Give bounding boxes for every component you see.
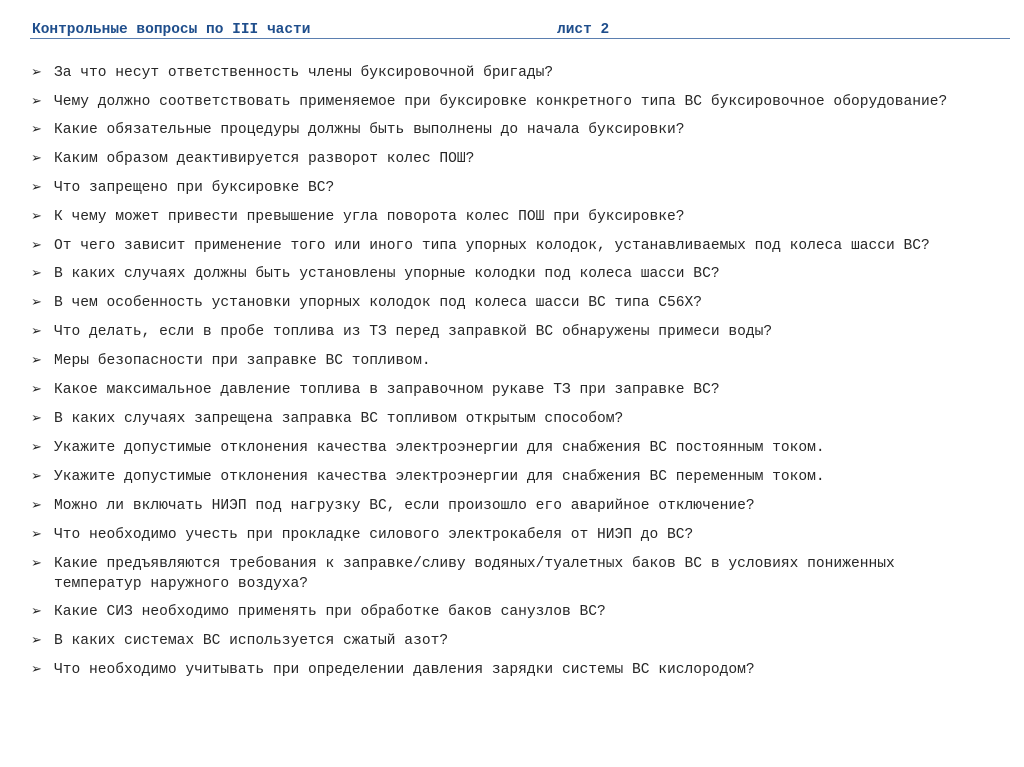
arrow-bullet-icon: ➢ xyxy=(31,662,42,677)
arrow-bullet-icon: ➢ xyxy=(31,151,42,166)
arrow-bullet-icon: ➢ xyxy=(31,440,42,455)
question-item xyxy=(30,293,990,313)
question-item xyxy=(30,496,990,516)
question-list xyxy=(30,63,990,689)
arrow-bullet-icon: ➢ xyxy=(31,556,42,571)
question-item xyxy=(30,120,990,140)
question-text: Какие обязательные процедуры должны быть выполнены до начала буксировки? xyxy=(54,122,685,138)
arrow-bullet-icon: ➢ xyxy=(31,411,42,426)
question-text: Можно ли включать НИЭП под нагрузку ВС, если произошло его аварийное отключение? xyxy=(54,498,755,514)
arrow-bullet-icon: ➢ xyxy=(31,527,42,542)
question-text: Что необходимо учесть при прокладке силового электрокабеля от НИЭП до ВС? xyxy=(54,527,694,543)
arrow-bullet-icon: ➢ xyxy=(31,94,42,109)
arrow-bullet-icon: ➢ xyxy=(31,266,42,281)
arrow-bullet-icon: ➢ xyxy=(31,382,42,397)
question-text: К чему может привести превышение угла поворота колес ПОШ при буксировке? xyxy=(54,209,685,225)
arrow-bullet-icon: ➢ xyxy=(31,238,42,253)
question-item xyxy=(30,660,990,680)
question-item xyxy=(30,467,990,487)
arrow-bullet-icon: ➢ xyxy=(31,353,42,368)
question-text: Укажите допустимые отклонения качества электроэнергии для снабжения ВС переменным током. xyxy=(54,469,825,485)
arrow-bullet-icon: ➢ xyxy=(31,180,42,195)
arrow-bullet-icon: ➢ xyxy=(31,324,42,339)
question-item xyxy=(30,438,990,458)
question-text: Какие СИЗ необходимо применять при обработке баков санузлов ВС? xyxy=(54,604,606,620)
question-item xyxy=(30,322,990,342)
arrow-bullet-icon: ➢ xyxy=(31,633,42,648)
question-item xyxy=(30,554,990,594)
question-text: Меры безопасности при заправке ВС топливом. xyxy=(54,353,431,369)
question-item xyxy=(30,409,990,429)
arrow-bullet-icon: ➢ xyxy=(31,469,42,484)
question-text: Чему должно соответствовать применяемое при буксировке конкретного типа ВС буксировочное оборудование? xyxy=(54,94,948,110)
header-divider xyxy=(30,38,1010,39)
question-text: Что делать, если в пробе топлива из ТЗ перед заправкой ВС обнаружены примеси воды? xyxy=(54,324,773,340)
question-text: В каких системах ВС используется сжатый азот? xyxy=(54,633,449,649)
question-text: За что несут ответственность члены буксировочной бригады? xyxy=(54,65,554,81)
arrow-bullet-icon: ➢ xyxy=(31,65,42,80)
question-item xyxy=(30,149,990,169)
question-text: Каким образом деактивируется разворот колес ПОШ? xyxy=(54,151,475,167)
arrow-bullet-icon: ➢ xyxy=(31,122,42,137)
question-item xyxy=(30,178,990,198)
question-item xyxy=(30,351,990,371)
question-text: Какие предъявляются требования к заправке/сливу водяных/туалетных баков ВС в условиях пониженных температур наружного воздуха? xyxy=(54,556,895,592)
question-text: Укажите допустимые отклонения качества электроэнергии для снабжения ВС постоянным током. xyxy=(54,440,825,456)
arrow-bullet-icon: ➢ xyxy=(31,295,42,310)
question-item xyxy=(30,63,990,83)
question-item xyxy=(30,380,990,400)
question-text: Что необходимо учитывать при определении давления зарядки системы ВС кислородом? xyxy=(54,662,755,678)
page-title: Контрольные вопросы по III части xyxy=(32,22,311,38)
question-text: От чего зависит применение того или иного типа упорных колодок, устанавливаемых под колеса шасси ВС? xyxy=(54,238,930,254)
arrow-bullet-icon: ➢ xyxy=(31,604,42,619)
question-text: В каких случаях запрещена заправка ВС топливом открытым способом? xyxy=(54,411,624,427)
question-item xyxy=(30,207,990,227)
arrow-bullet-icon: ➢ xyxy=(31,498,42,513)
sheet-number: лист 2 xyxy=(557,22,610,38)
question-item xyxy=(30,631,990,651)
question-text: В чем особенность установки упорных колодок под колеса шасси ВС типа С56Х? xyxy=(54,295,703,311)
question-item xyxy=(30,236,990,256)
question-item xyxy=(30,602,990,622)
arrow-bullet-icon: ➢ xyxy=(31,209,42,224)
question-item xyxy=(30,525,990,545)
question-text: Какое максимальное давление топлива в заправочном рукаве ТЗ при заправке ВС? xyxy=(54,382,720,398)
question-item xyxy=(30,92,990,112)
question-text: В каких случаях должны быть установлены упорные колодки под колеса шасси ВС? xyxy=(54,266,720,282)
question-item xyxy=(30,264,990,284)
question-text: Что запрещено при буксировке ВС? xyxy=(54,180,335,196)
